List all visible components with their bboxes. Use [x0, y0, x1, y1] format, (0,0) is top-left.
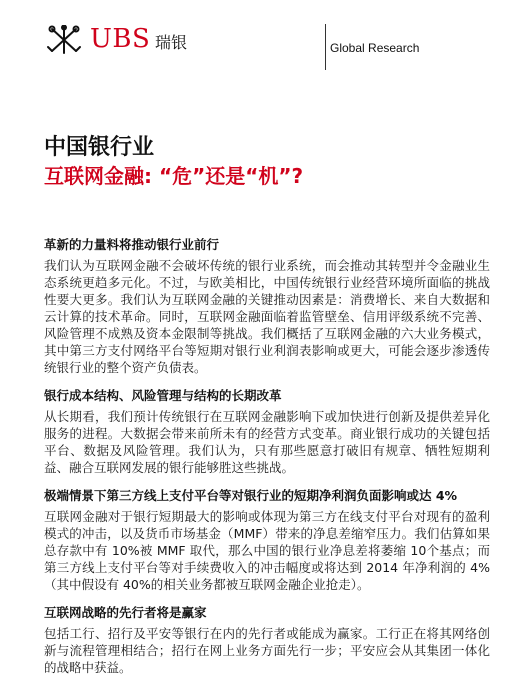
- report-body: [44, 236, 490, 687]
- section-1: [44, 236, 490, 376]
- report-title: 中国银行业: [44, 135, 155, 160]
- ubs-keys-logo-icon: [44, 25, 84, 55]
- brand-name-chinese: 瑞银: [155, 33, 188, 52]
- section-text: 从长期看，我们预计传统银行在互联网金融影响下或加快进行创新及提供差异化服务的进程。大数据会带来前所未有的经营方式变革。商业银行成功的关键包括平台、数据及风险管理。我们认为，只有那些愿意打破旧有规章、牺牲短期利益、融合互联网发展的银行能够胜这些挑战。: [44, 409, 490, 475]
- section-text: 互联网金融对于银行短期最大的影响或体现为第三方在线支付平台对现有的盈利模式的冲击，以及货币市场基金（MMF）带来的净息差缩窄压力。我们估算如果总存款中有 10%被 MMF 取代，那么中国的银行业净息差将萎缩 10个基点；而第三方线上支付平台等对手续费收入的冲击幅度或将达到 2014 年净利润的 4%（其中假设有 40%的相关业务都被互联网金融企业抢走）。: [44, 509, 490, 592]
- section-heading: 银行成本结构、风险管理与结构的长期改革: [44, 388, 282, 403]
- section-2: [44, 387, 490, 476]
- research-label: Global Research: [330, 41, 420, 55]
- header-divider: [325, 24, 326, 70]
- section-4: [44, 604, 490, 676]
- brand-name: UBS: [90, 24, 151, 54]
- section-heading: 极端情景下第三方线上支付平台等对银行业的短期净利润负面影响或达 4%: [44, 488, 458, 503]
- section-3: [44, 487, 490, 593]
- section-heading: 互联网战略的先行者将是赢家: [44, 605, 207, 620]
- report-header: [0, 0, 505, 70]
- report-subtitle: 互联网金融: “危”还是“机”?: [44, 164, 304, 188]
- section-text: 包括工行、招行及平安等银行在内的先行者或能成为赢家。工行正在将其网络创新与流程管理相结合；招行在网上业务方面先行一步；平安应会从其集团一体化的战略中获益。: [44, 626, 490, 675]
- section-heading: 革新的力量料将推动银行业前行: [44, 237, 220, 252]
- section-text: 我们认为互联网金融不会破坏传统的银行业系统，而会推动其转型并令金融业生态系统更趋多元化。不过，与欧美相比，中国传统银行业经营环境所面临的挑战性要大更多。我们认为互联网金融的关键推动因素是：消费增长、来自大数据和云计算的技术革命。同时，互联网金融面临着监管壁垒、信用评级系统不完善、风险管理不成熟及资本金限制等挑战。我们概括了互联网金融的六大业务模式，其中第三方支付网络平台等短期对银行业利润表影响或更大，可能会逐步渗透传统银行业的整个资产负债表。: [44, 258, 490, 375]
